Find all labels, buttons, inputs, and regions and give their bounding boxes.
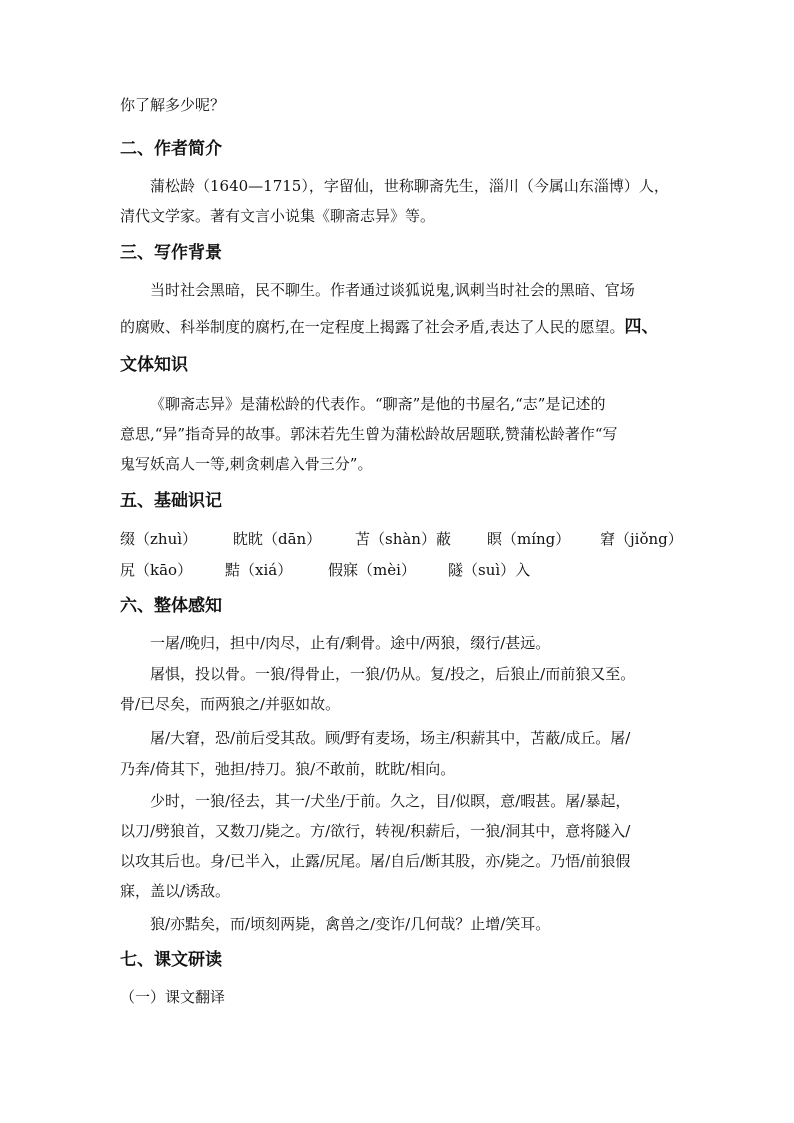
vocab-item: 瞑（míng）: [487, 530, 571, 548]
vocab-item: 眈眈（dān）: [233, 530, 322, 548]
overall-text-line-2: 屠惧，投以骨。一狼/得骨止，一狼/仍从。复/投之，后狼止/而前狼又至。: [150, 665, 636, 683]
section-heading-author: 二、作者简介: [120, 139, 222, 159]
section-heading-background: 三、写作背景: [120, 243, 222, 263]
vocab-row-1: [120, 528, 690, 550]
section-heading-study: 七、课文研读: [120, 950, 222, 970]
vocab-item: 窘（jiǒng）: [600, 530, 683, 548]
section-heading-vocab: 五、基础识记: [120, 491, 222, 511]
genre-text-line-1: 《聊斋志异》是蒲松龄的代表作。“聊斋”是他的书屋名,“志”是记述的: [150, 395, 606, 413]
vocab-item: 缀（zhuì）: [120, 530, 198, 548]
overall-text-line-3: 骨/已尽矣，而两狼之/并驱如故。: [120, 695, 341, 713]
intro-line: 你了解多少呢？: [120, 96, 226, 114]
overall-text-line-5: 乃奔/倚其下，弛担/持刀。狼/不敢前，眈眈/相向。: [120, 760, 456, 778]
author-text-line-1: 蒲松龄（1640—1715），字留仙，世称聊斋先生，淄川（今属山东淄博）人，: [150, 177, 669, 195]
overall-text-line-4: 屠/大窘，恐/前后受其敌。顾/野有麦场，场主/积薪其中，苫蔽/成丘。屠/: [150, 729, 631, 747]
genre-text-line-3: 鬼写妖高人一等,刺贪刺虐入骨三分”。: [120, 455, 373, 473]
section-heading-overall: 六、整体感知: [120, 596, 222, 616]
vocab-row-2: [120, 559, 690, 581]
study-subheading: （一）课文翻译: [120, 988, 226, 1006]
vocab-item: 黠（xiá）: [225, 561, 293, 579]
vocab-item: 假寐（mèi）: [328, 561, 416, 579]
section-number-genre: 四、: [624, 317, 659, 337]
overall-text-line-10: 狼/亦黠矣，而/顷刻两毙，禽兽之/变诈/几何哉？止增/笑耳。: [150, 915, 551, 933]
author-text-line-2: 清代文学家。著有文言小说集《聊斋志异》等。: [120, 207, 436, 225]
genre-text-line-2: 意思,“异”指奇异的故事。郭沫若先生曾为蒲松龄故居题联,赞蒲松龄著作“写: [120, 425, 618, 443]
vocab-item: 尻（kāo）: [120, 561, 193, 579]
section-heading-genre: 文体知识: [120, 355, 188, 375]
overall-text-line-1: 一屠/晚归，担中/肉尽，止有/剩骨。途中/两狼，缀行/甚远。: [150, 634, 551, 652]
background-text-line-1: 当时社会黑暗，民不聊生。作者通过谈狐说鬼,讽刺当时社会的黑暗、官场: [150, 281, 635, 299]
vocab-item: 隧（suì）入: [448, 561, 531, 579]
overall-text-line-7: 以刀/劈狼首，又数刀/毙之。方/欲行，转视/积薪后，一狼/洞其中，意将隧入/: [120, 822, 631, 840]
overall-text-line-6: 少时，一狼/径去，其一/犬坐/于前。久之，目/似瞑，意/暇甚。屠/暴起，: [150, 792, 631, 810]
background-text-line-2-body: 的腐败、科举制度的腐朽,在一定程度上揭露了社会矛盾,表达了人民的愿望。: [120, 318, 625, 336]
vocab-item: 苫（shàn）蔽: [355, 530, 451, 548]
overall-text-line-9: 寐，盖以/诱敌。: [120, 882, 231, 900]
background-text-line-2: [120, 316, 690, 338]
overall-text-line-8: 以攻其后也。身/已半入，止露/尻尾。屠/自后/断其股，亦/毙之。乃悟/前狼假: [120, 852, 631, 870]
